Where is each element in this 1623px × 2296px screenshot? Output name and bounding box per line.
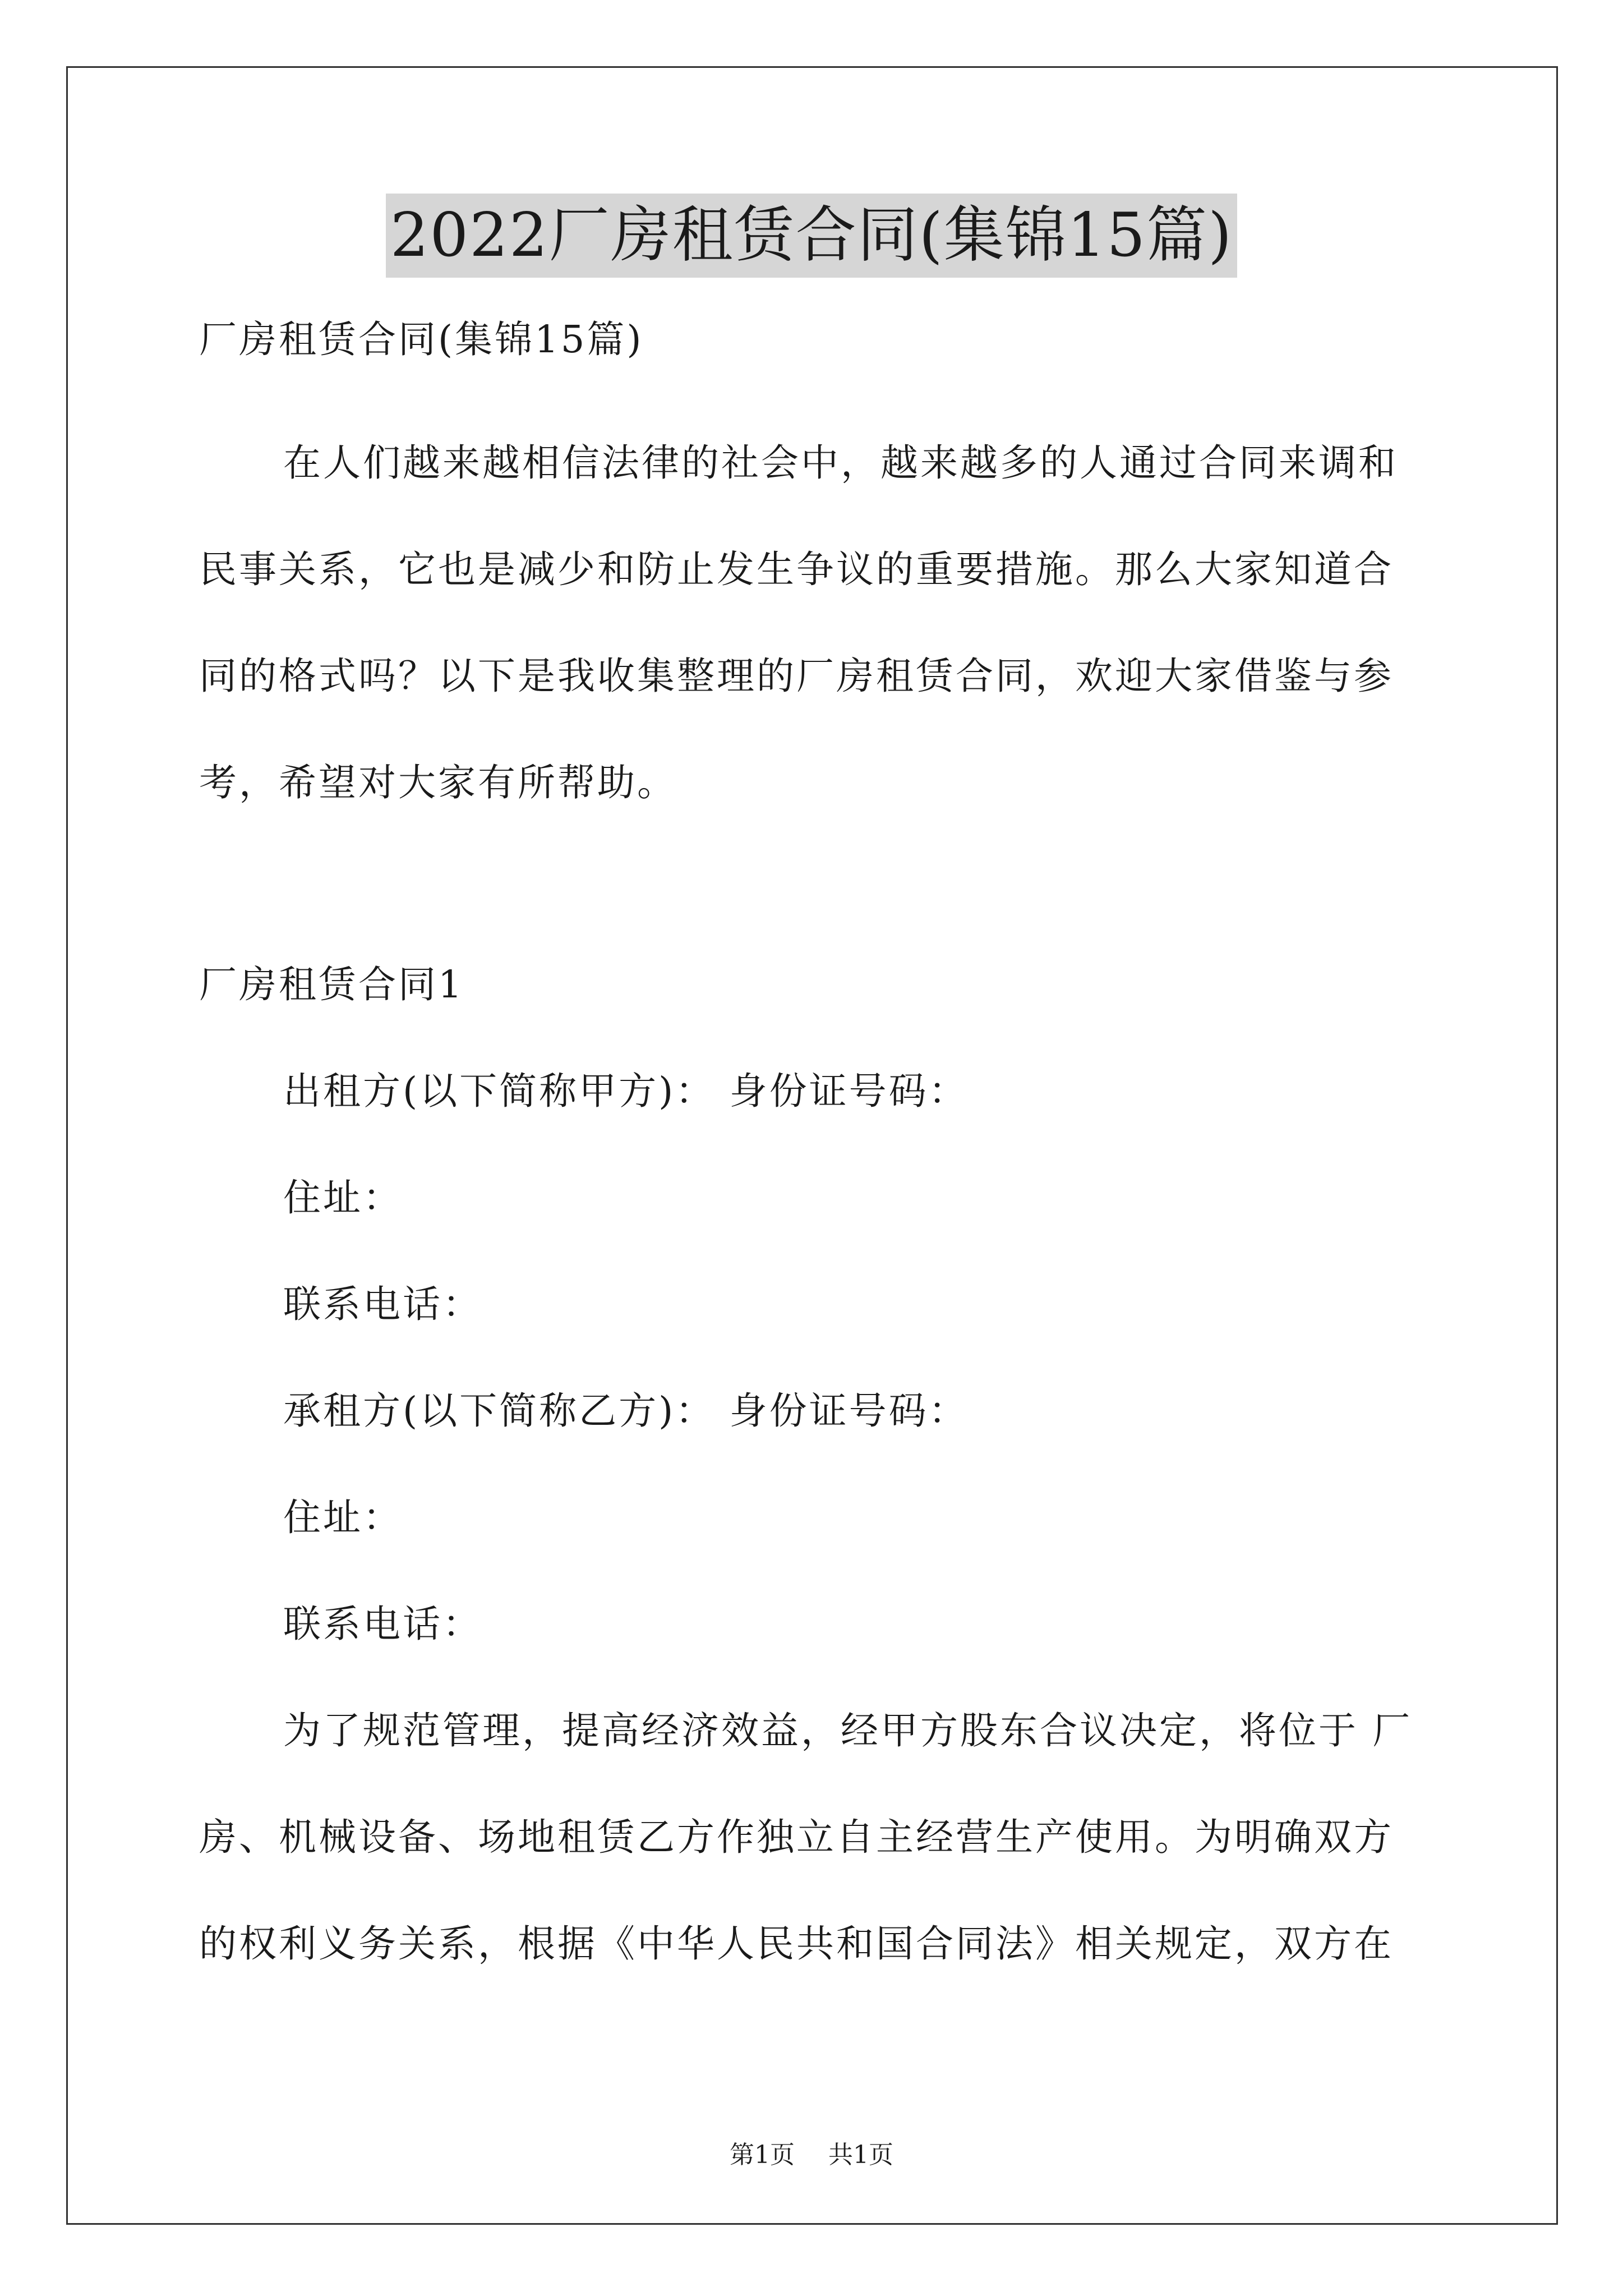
- document-body: [199, 303, 1427, 1997]
- lessee-line: 承租方(以下简称乙方)： 身份证号码：: [283, 1389, 969, 1433]
- contract-body-paragraph: 为了规范管理，提高经济效益，经甲方股东合议决定，将位于 厂房、机械设备、场地租赁乙方作独立自主经营生产使用。为明确双方的权利义务关系，根据《中华人民共和国合同法》相关规定，双方在: [199, 1709, 1413, 1966]
- section-heading: 厂房租赁合同1: [199, 963, 464, 1006]
- page-number: 第1页: [730, 2141, 795, 2169]
- lessee-phone-line: 联系电话：: [283, 1602, 482, 1646]
- document-title: 2022厂房租赁合同(集锦15篇): [386, 194, 1238, 278]
- page-footer: [0, 2138, 1623, 2172]
- lessor-line: 出租方(以下简称甲方)： 身份证号码：: [283, 1069, 969, 1113]
- title-container: [0, 194, 1623, 278]
- lessee-address-line: 住址：: [283, 1496, 403, 1539]
- lessor-address-line: 住址：: [283, 1176, 403, 1220]
- page-total: 共1页: [828, 2141, 893, 2169]
- intro-paragraph: 在人们越来越相信法律的社会中，越来越多的人通过合同来调和民事关系，它也是减少和防止发生争议的重要措施。那么大家知道合同的格式吗？以下是我收集整理的厂房租赁合同，欢迎大家借鉴与参考，希望对大家有所帮助。: [199, 441, 1398, 804]
- document-subtitle: 厂房租赁合同(集锦15篇): [199, 318, 644, 361]
- lessor-phone-line: 联系电话：: [283, 1282, 482, 1326]
